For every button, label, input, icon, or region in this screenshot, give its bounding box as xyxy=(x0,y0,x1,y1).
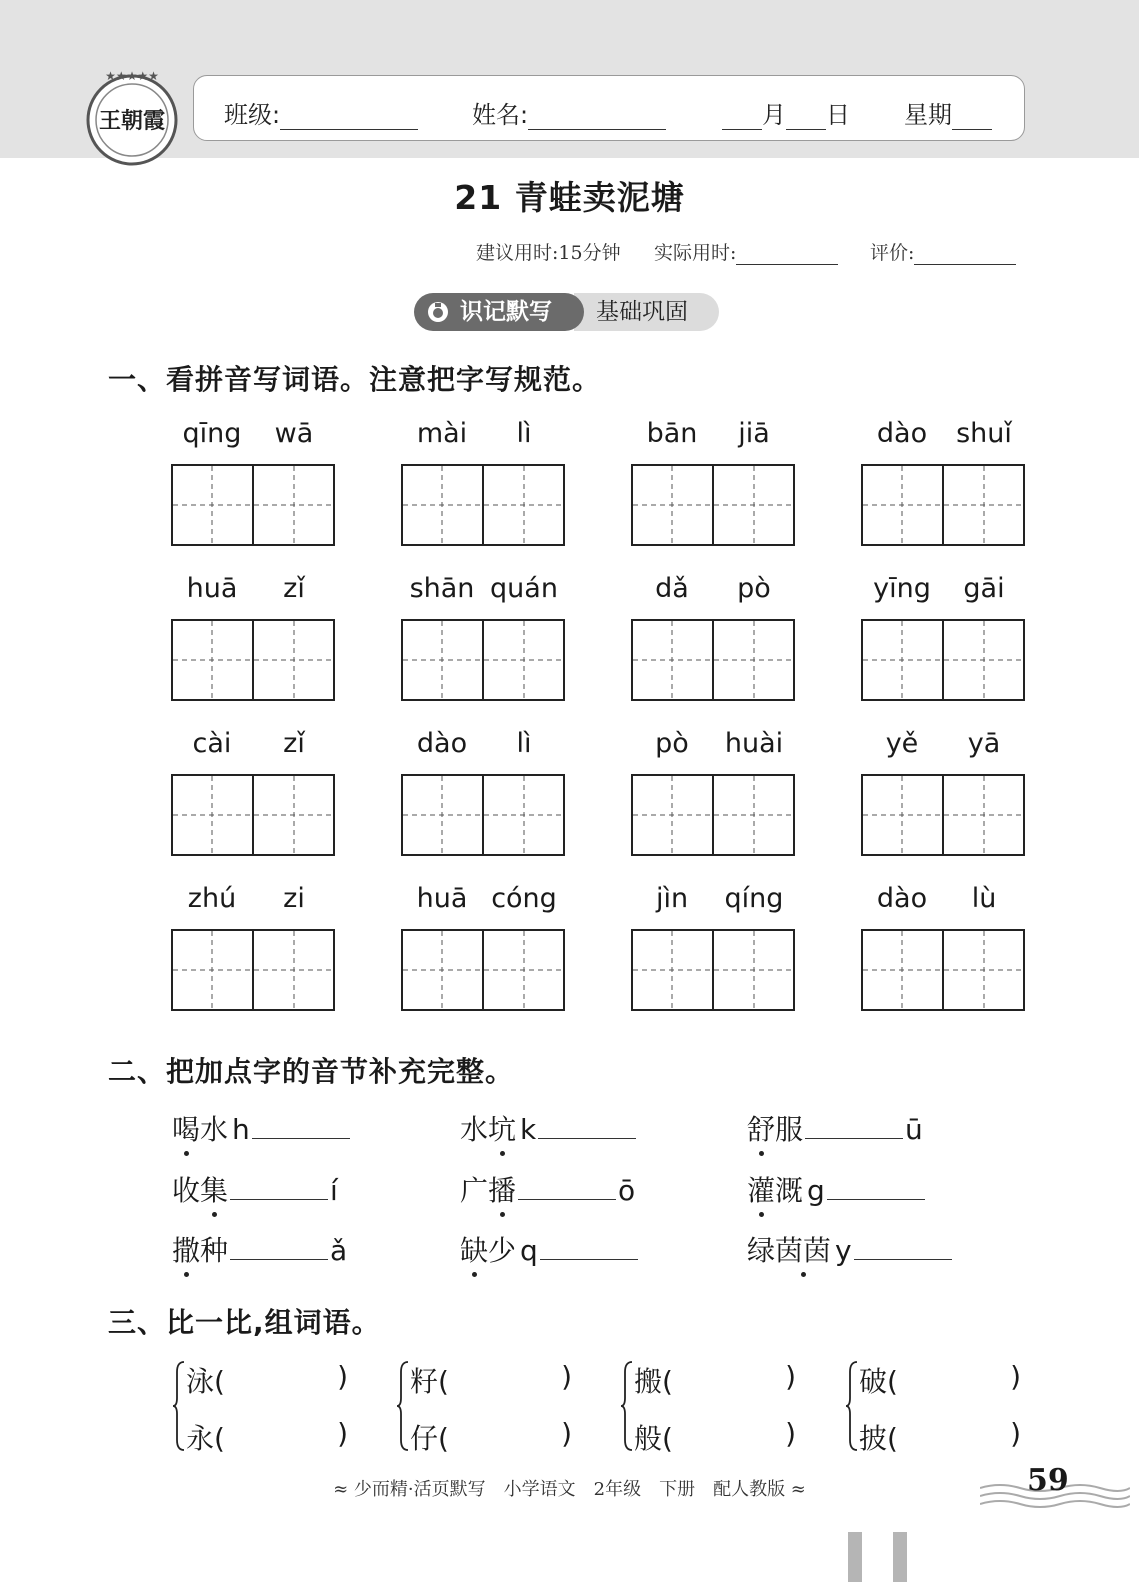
hanzi: 缺 xyxy=(460,1229,488,1269)
pinyin-label: jìn xyxy=(655,883,689,914)
pinyin-label: yā xyxy=(967,728,1001,759)
pinyin-label: wā xyxy=(274,418,314,449)
writing-box[interactable] xyxy=(401,464,565,546)
q1-heading: 一、看拼音写词语。注意把字写规范。 xyxy=(108,363,602,396)
pinyin-label: pò xyxy=(655,728,689,759)
student-info-box xyxy=(193,75,1025,141)
writing-box[interactable] xyxy=(631,619,795,701)
compare-word-field[interactable] xyxy=(634,1417,796,1457)
close-paren: ) xyxy=(337,1417,348,1450)
brace-icon xyxy=(396,1360,410,1452)
date-field[interactable]: 月 日 xyxy=(722,95,850,130)
hanzi: 少 xyxy=(488,1234,517,1267)
pinyin-label: dào xyxy=(876,883,928,914)
compare-word-field[interactable] xyxy=(410,1360,572,1400)
pinyin-label: shuǐ xyxy=(956,418,1012,449)
brace-icon xyxy=(845,1360,859,1452)
pinyin-label: dào xyxy=(876,418,928,449)
compare-word-field[interactable] xyxy=(634,1360,796,1400)
answer-blank[interactable] xyxy=(230,1233,328,1260)
pinyin-label: cài xyxy=(192,728,232,759)
pinyin-label: shān xyxy=(409,573,475,604)
pinyin-label: huài xyxy=(724,728,784,759)
syllable-item[interactable] xyxy=(460,1229,640,1269)
page-number: 59 xyxy=(1027,1463,1069,1498)
suggested-time: 建议用时:15分钟 xyxy=(476,242,621,264)
pinyin-label: yě xyxy=(885,728,919,759)
writing-box[interactable] xyxy=(631,774,795,856)
close-paren: ) xyxy=(561,1417,572,1450)
answer-blank[interactable] xyxy=(540,1233,638,1260)
class-field[interactable]: 班级: xyxy=(224,95,418,130)
hanzi: 水 xyxy=(200,1113,229,1146)
writing-box[interactable] xyxy=(401,619,565,701)
compare-word-field[interactable] xyxy=(859,1417,1021,1457)
hanzi: 灌 xyxy=(747,1169,775,1209)
compare-word-field[interactable] xyxy=(186,1417,348,1457)
compare-word-field[interactable] xyxy=(186,1360,348,1400)
edge-bar xyxy=(848,1532,862,1582)
hanzi: 收 xyxy=(172,1174,201,1207)
writing-box[interactable] xyxy=(171,464,335,546)
close-paren: ) xyxy=(1010,1360,1021,1393)
pinyin-label: yīng xyxy=(873,573,931,604)
syllable-item[interactable] xyxy=(460,1108,638,1148)
compare-char: 般( xyxy=(634,1422,673,1455)
pinyin-label: lù xyxy=(971,883,997,914)
syllable-hint: ū xyxy=(905,1113,923,1146)
hanzi: 茵茵 xyxy=(775,1229,831,1269)
compare-char: 籽( xyxy=(410,1365,449,1398)
weekday-field[interactable]: 星期 xyxy=(904,95,992,130)
pinyin-label: pò xyxy=(737,573,771,604)
actual-time-field[interactable]: 实际用时: xyxy=(654,238,838,265)
svg-text:王朝霞: 王朝霞 xyxy=(98,108,166,134)
close-paren: ) xyxy=(337,1360,348,1393)
syllable-hint: ō xyxy=(618,1174,636,1207)
pinyin-label: zǐ xyxy=(283,728,305,759)
syllable-hint: h xyxy=(232,1113,250,1146)
writing-box[interactable] xyxy=(861,929,1025,1011)
pinyin-label: zǐ xyxy=(283,573,305,604)
section-tag-main: 识记默写 xyxy=(414,293,584,331)
compare-char: 搬( xyxy=(634,1365,673,1398)
hanzi: 播 xyxy=(488,1169,516,1209)
syllable-item[interactable] xyxy=(172,1108,352,1148)
hanzi: 服 xyxy=(775,1113,804,1146)
syllable-hint: í xyxy=(330,1174,338,1207)
pinyin-label: gāi xyxy=(963,573,1005,604)
syllable-hint: q xyxy=(520,1234,538,1267)
writing-box[interactable] xyxy=(401,774,565,856)
syllable-hint: y xyxy=(835,1234,852,1267)
edge-bar xyxy=(893,1532,907,1582)
brace-icon xyxy=(620,1360,634,1452)
compare-char: 破( xyxy=(859,1365,898,1398)
pinyin-label: qíng xyxy=(724,883,784,914)
answer-blank[interactable] xyxy=(252,1112,350,1139)
hanzi: 水 xyxy=(460,1113,489,1146)
hanzi: 坑 xyxy=(488,1108,516,1148)
q2-heading: 二、把加点字的音节补充完整。 xyxy=(108,1055,515,1088)
footer-text: ≈ 少而精·活页默写 小学语文 2年级 下册 配人教版 ≈ xyxy=(333,1479,806,1500)
rating-field[interactable]: 评价: xyxy=(870,238,1016,265)
writing-box[interactable] xyxy=(861,774,1025,856)
answer-blank[interactable] xyxy=(805,1112,903,1139)
syllable-item[interactable] xyxy=(747,1169,927,1209)
syllable-hint: k xyxy=(520,1113,537,1146)
pinyin-label: zi xyxy=(283,883,305,914)
writing-box[interactable] xyxy=(631,929,795,1011)
brace-icon xyxy=(172,1360,186,1452)
writing-box[interactable] xyxy=(861,619,1025,701)
compare-char: 仔( xyxy=(410,1422,449,1455)
hanzi: 集 xyxy=(200,1169,228,1209)
compare-char: 泳( xyxy=(186,1365,225,1398)
medal-icon xyxy=(426,300,450,324)
pinyin-label: huā xyxy=(186,573,238,604)
syllable-item[interactable] xyxy=(747,1229,954,1269)
syllable-item[interactable] xyxy=(172,1229,347,1269)
close-paren: ) xyxy=(785,1417,796,1450)
pinyin-label: bān xyxy=(646,418,698,449)
hanzi: 撒 xyxy=(172,1229,200,1269)
answer-blank[interactable] xyxy=(230,1173,328,1200)
section-tag-sub: 基础巩固 xyxy=(574,293,719,331)
compare-word-field[interactable] xyxy=(410,1417,572,1457)
close-paren: ) xyxy=(1010,1417,1021,1450)
answer-blank[interactable] xyxy=(538,1112,636,1139)
pinyin-label: huā xyxy=(416,883,468,914)
pinyin-label: zhú xyxy=(187,883,237,914)
compare-char: 永( xyxy=(186,1422,225,1455)
pinyin-label: lì xyxy=(516,418,532,449)
writing-box[interactable] xyxy=(861,464,1025,546)
writing-box[interactable] xyxy=(171,929,335,1011)
publisher-logo xyxy=(84,70,180,166)
writing-box[interactable] xyxy=(631,464,795,546)
q3-heading: 三、比一比,组词语。 xyxy=(108,1306,381,1339)
hanzi: 广 xyxy=(460,1174,489,1207)
compare-word-field[interactable] xyxy=(859,1360,1021,1400)
close-paren: ) xyxy=(561,1360,572,1393)
compare-char: 披( xyxy=(859,1422,898,1455)
hanzi: 种 xyxy=(200,1234,229,1267)
answer-blank[interactable] xyxy=(827,1173,925,1200)
pinyin-label: mài xyxy=(416,418,468,449)
hanzi: 喝 xyxy=(172,1108,200,1148)
hanzi: 舒 xyxy=(747,1108,775,1148)
hanzi: 溉 xyxy=(775,1174,804,1207)
syllable-hint: g xyxy=(807,1174,825,1207)
writing-box[interactable] xyxy=(171,774,335,856)
pinyin-label: dào xyxy=(416,728,468,759)
pinyin-label: qīng xyxy=(182,418,242,449)
syllable-item[interactable] xyxy=(460,1169,635,1209)
svg-text:★★★★★: ★★★★★ xyxy=(105,70,159,83)
pinyin-label: dǎ xyxy=(655,573,689,604)
pinyin-label: lì xyxy=(516,728,532,759)
syllable-item[interactable] xyxy=(747,1108,923,1148)
writing-box[interactable] xyxy=(401,929,565,1011)
pinyin-label: quán xyxy=(490,573,558,604)
pinyin-label: cóng xyxy=(491,883,557,914)
writing-box[interactable] xyxy=(171,619,335,701)
syllable-item[interactable] xyxy=(172,1169,338,1209)
name-field[interactable]: 姓名: xyxy=(472,95,666,130)
pinyin-label: jiā xyxy=(738,418,770,449)
close-paren: ) xyxy=(785,1360,796,1393)
hanzi: 绿 xyxy=(747,1234,776,1267)
answer-blank[interactable] xyxy=(854,1233,952,1260)
page-title: 21 青蛙卖泥塘 xyxy=(454,178,685,217)
syllable-hint: ǎ xyxy=(330,1234,348,1267)
answer-blank[interactable] xyxy=(518,1173,616,1200)
